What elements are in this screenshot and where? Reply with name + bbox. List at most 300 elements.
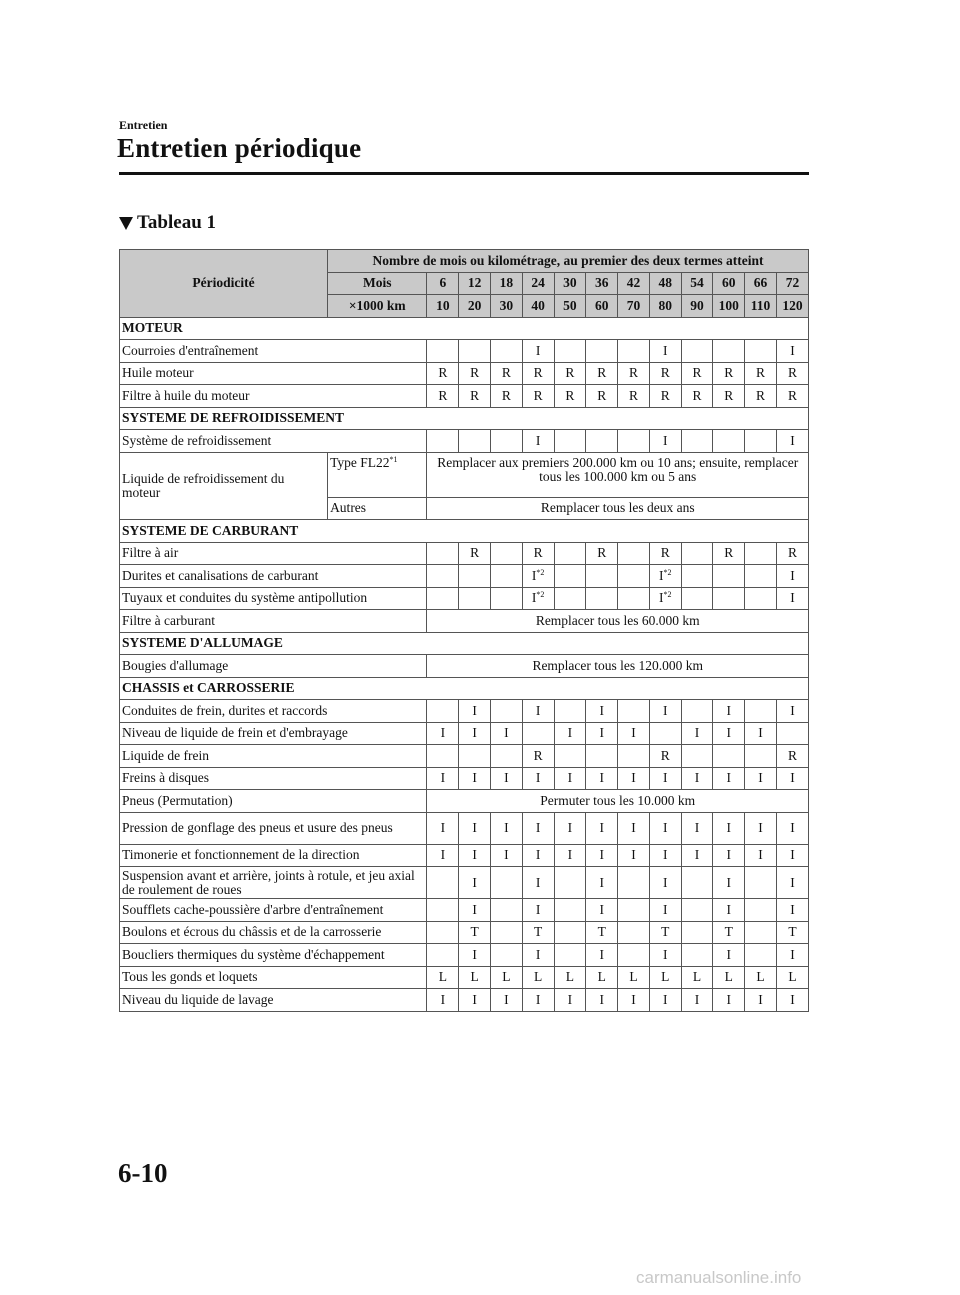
schedule-cell [713,340,745,363]
schedule-cell [491,700,523,723]
table-row [120,565,809,588]
schedule-cell [681,340,713,363]
table-row [120,722,809,745]
schedule-cell [427,944,459,967]
schedule-cell [491,340,523,363]
item-label: Liquide de refroidissement du moteur [120,452,328,520]
schedule-cell [491,921,523,944]
schedule-cell: I [776,944,808,967]
km-cell: 90 [681,295,713,318]
months-label: Mois [328,272,427,295]
schedule-cell: R [776,745,808,768]
table-row [120,587,809,610]
item-label: Filtre à air [120,542,427,565]
months-cell: 72 [776,272,808,295]
schedule-cell: I [713,944,745,967]
schedule-cell: I [713,700,745,723]
item-label: Niveau du liquide de lavage [120,989,427,1012]
schedule-cell [554,565,586,588]
schedule-cell [491,867,523,899]
schedule-cell [745,565,777,588]
schedule-cell: I [713,899,745,922]
item-label: Suspension avant et arrière, joints à rotule, et jeu axial de roulement de roues [120,867,427,899]
schedule-cell [491,899,523,922]
schedule-cell: R [713,385,745,408]
schedule-cell: I [491,844,523,867]
schedule-cell: I [713,812,745,844]
schedule-cell: I [713,767,745,790]
sub-type-label: Autres [328,497,427,520]
months-cell: 66 [745,272,777,295]
schedule-cell [554,542,586,565]
schedule-cell: I [491,767,523,790]
schedule-cell: I [459,844,491,867]
title-rule [119,172,809,175]
schedule-cell: I [554,767,586,790]
schedule-cell: R [459,542,491,565]
category-label: CHASSIS et CARROSSERIE [120,677,809,700]
item-label: Pneus (Permutation) [120,790,427,813]
schedule-cell [681,745,713,768]
schedule-cell [554,921,586,944]
schedule-cell [427,542,459,565]
schedule-value: I [531,567,537,583]
months-cell: 12 [459,272,491,295]
schedule-cell [681,542,713,565]
schedule-cell: I [554,722,586,745]
schedule-cell: I [713,867,745,899]
schedule-cell: I [554,844,586,867]
table-row [120,989,809,1012]
schedule-cell [427,565,459,588]
schedule-cell [649,565,681,588]
schedule-cell: R [618,385,650,408]
schedule-cell: I [618,722,650,745]
schedule-cell: R [427,362,459,385]
schedule-cell: R [522,362,554,385]
sub-type-label [328,452,427,497]
schedule-cell [554,745,586,768]
watermark: carmanualsonline.info [636,1268,802,1287]
category-label: SYSTEME DE CARBURANT [120,520,809,543]
schedule-cell [554,899,586,922]
schedule-cell: I [618,989,650,1012]
schedule-cell: I [649,844,681,867]
schedule-cell: I [681,989,713,1012]
interval-text: Remplacer tous les 120.000 km [427,655,809,678]
item-label: Soufflets cache-poussière d'arbre d'entraînement [120,899,427,922]
item-label: Système de refroidissement [120,430,427,453]
schedule-cell: R [649,745,681,768]
km-cell: 10 [427,295,459,318]
schedule-cell: I [427,722,459,745]
schedule-cell: I [681,767,713,790]
schedule-cell: I [776,844,808,867]
schedule-cell: I [713,722,745,745]
schedule-cell [427,745,459,768]
schedule-cell: I [491,722,523,745]
category-row [120,407,809,430]
schedule-cell: I [776,587,808,610]
table-row [120,767,809,790]
schedule-cell: R [554,362,586,385]
schedule-cell: I [459,722,491,745]
schedule-cell [586,430,618,453]
schedule-cell: R [649,362,681,385]
schedule-cell [649,722,681,745]
schedule-cell: I [522,812,554,844]
schedule-cell: T [776,921,808,944]
schedule-cell: R [681,385,713,408]
schedule-cell [681,944,713,967]
schedule-cell: L [459,966,491,989]
km-cell: 30 [491,295,523,318]
table-row [120,844,809,867]
table-row [120,966,809,989]
km-cell: 110 [745,295,777,318]
schedule-value: I [658,590,664,606]
item-label: Liquide de frein [120,745,427,768]
schedule-cell: I [745,844,777,867]
interval-text: Remplacer aux premiers 200.000 km ou 10 ans; ensuite, remplacer tous les 100.000 km ou 5 ans [427,452,809,497]
schedule-cell [745,745,777,768]
table-row [120,812,809,844]
schedule-cell: L [586,966,618,989]
schedule-cell: R [618,362,650,385]
schedule-cell: R [649,385,681,408]
schedule-cell: I [586,812,618,844]
schedule-cell: R [586,542,618,565]
km-cell: 80 [649,295,681,318]
schedule-cell: I [586,844,618,867]
schedule-cell: I [522,944,554,967]
category-label: MOTEUR [120,317,809,340]
schedule-cell: R [491,385,523,408]
months-cell: 18 [491,272,523,295]
table-row [120,921,809,944]
schedule-cell: L [618,966,650,989]
schedule-cell [459,340,491,363]
schedule-cell: T [459,921,491,944]
schedule-cell [681,700,713,723]
footnote-marker: *1 [389,454,398,464]
item-label: Niveau de liquide de frein et d'embrayage [120,722,427,745]
schedule-cell [618,542,650,565]
schedule-cell: I [649,767,681,790]
schedule-cell: I [618,844,650,867]
schedule-cell [554,867,586,899]
schedule-cell: I [776,340,808,363]
schedule-cell [618,340,650,363]
schedule-cell: L [776,966,808,989]
schedule-cell: I [459,700,491,723]
schedule-cell: R [586,362,618,385]
schedule-cell: I [681,844,713,867]
footnote-marker: *2 [663,590,672,600]
item-label: Freins à disques [120,767,427,790]
schedule-cell: L [554,966,586,989]
schedule-cell: I [459,812,491,844]
schedule-cell: I [522,844,554,867]
schedule-cell: L [427,966,459,989]
schedule-cell [427,899,459,922]
schedule-cell: I [745,812,777,844]
schedule-cell: I [586,767,618,790]
schedule-cell [618,700,650,723]
schedule-cell [618,867,650,899]
interval-text: Remplacer tous les 60.000 km [427,610,809,633]
schedule-cell [681,867,713,899]
schedule-cell: I [554,812,586,844]
category-row [120,632,809,655]
schedule-cell [554,944,586,967]
schedule-cell [713,565,745,588]
schedule-cell: R [713,362,745,385]
km-cell: 50 [554,295,586,318]
km-cell: 20 [459,295,491,318]
schedule-cell [491,745,523,768]
months-cell: 6 [427,272,459,295]
schedule-cell: I [522,340,554,363]
schedule-cell [618,899,650,922]
schedule-cell: I [586,989,618,1012]
schedule-cell: I [586,722,618,745]
schedule-cell: L [522,966,554,989]
schedule-cell: I [618,767,650,790]
schedule-cell: I [745,989,777,1012]
schedule-cell [554,587,586,610]
table-row [120,745,809,768]
schedule-cell: I [586,700,618,723]
table-row [120,944,809,967]
schedule-cell: I [776,565,808,588]
schedule-cell: T [713,921,745,944]
schedule-cell: R [776,362,808,385]
km-cell: 60 [586,295,618,318]
table-row [120,430,809,453]
category-label: SYSTEME D'ALLUMAGE [120,632,809,655]
schedule-cell [491,944,523,967]
item-label: Filtre à carburant [120,610,427,633]
schedule-cell [522,722,554,745]
interval-text: Permuter tous les 10.000 km [427,790,809,813]
item-label: Conduites de frein, durites et raccords [120,700,427,723]
schedule-cell [491,587,523,610]
schedule-cell [459,745,491,768]
schedule-cell: I [713,844,745,867]
schedule-cell: I [745,722,777,745]
months-cell: 36 [586,272,618,295]
schedule-cell: I [491,989,523,1012]
schedule-cell [713,587,745,610]
schedule-cell [618,745,650,768]
months-cell: 24 [522,272,554,295]
km-cell: 70 [618,295,650,318]
schedule-cell: T [586,921,618,944]
page-number: 6-10 [118,1158,168,1188]
months-cell: 54 [681,272,713,295]
schedule-cell: R [554,385,586,408]
schedule-cell [586,340,618,363]
schedule-cell: R [745,385,777,408]
schedule-cell [745,542,777,565]
schedule-cell: I [649,899,681,922]
schedule-cell [427,587,459,610]
schedule-cell: R [522,745,554,768]
months-cell: 60 [713,272,745,295]
table-title: Tableau 1 [137,212,217,233]
schedule-cell [745,587,777,610]
months-cell: 42 [618,272,650,295]
category-label: SYSTEME DE REFROIDISSEMENT [120,407,809,430]
item-label: Filtre à huile du moteur [120,385,427,408]
footnote-marker: *2 [536,590,545,600]
schedule-cell [618,430,650,453]
schedule-cell [681,430,713,453]
schedule-cell [459,565,491,588]
page-title: Entretien périodique [117,133,362,163]
schedule-cell [491,430,523,453]
schedule-cell: L [745,966,777,989]
schedule-cell [745,700,777,723]
schedule-cell: R [491,362,523,385]
schedule-cell: I [522,767,554,790]
schedule-cell: I [459,767,491,790]
table-row [120,610,809,633]
item-label: Tuyaux et conduites du système antipollution [120,587,427,610]
schedule-value: I [658,567,664,583]
schedule-cell [554,700,586,723]
schedule-cell [427,430,459,453]
schedule-cell [681,899,713,922]
schedule-cell: I [776,812,808,844]
schedule-cell: I [522,867,554,899]
schedule-cell: I [459,944,491,967]
schedule-cell [522,565,554,588]
schedule-cell: L [491,966,523,989]
schedule-value: I [531,590,537,606]
category-row [120,317,809,340]
schedule-cell: R [713,542,745,565]
months-cell: 30 [554,272,586,295]
schedule-cell: I [586,944,618,967]
schedule-cell [586,587,618,610]
schedule-cell [745,921,777,944]
schedule-cell: R [745,362,777,385]
schedule-cell: R [522,542,554,565]
schedule-cell [554,430,586,453]
table-heading [119,212,216,234]
schedule-cell: I [681,722,713,745]
schedule-cell: I [649,867,681,899]
item-label: Tous les gonds et loquets [120,966,427,989]
schedule-cell [491,565,523,588]
interval-caption: Nombre de mois ou kilométrage, au premier des deux termes atteint [328,250,809,273]
table-row [120,340,809,363]
triangle-down-icon [119,217,133,230]
item-label: Boucliers thermiques du système d'échappement [120,944,427,967]
schedule-cell: L [713,966,745,989]
footnote-marker: *2 [663,567,672,577]
schedule-cell [618,587,650,610]
schedule-cell: I [681,812,713,844]
schedule-cell: I [586,899,618,922]
schedule-cell: R [427,385,459,408]
schedule-cell: R [776,385,808,408]
schedule-cell [586,745,618,768]
schedule-cell [618,921,650,944]
km-cell: 120 [776,295,808,318]
item-label: Huile moteur [120,362,427,385]
item-label: Durites et canalisations de carburant [120,565,427,588]
schedule-cell: I [776,767,808,790]
schedule-cell [681,587,713,610]
schedule-cell [427,340,459,363]
schedule-cell [681,921,713,944]
schedule-cell: I [776,899,808,922]
schedule-cell: R [459,362,491,385]
periodicity-header: Périodicité [120,250,328,318]
schedule-cell [681,565,713,588]
schedule-cell [776,722,808,745]
schedule-cell: R [586,385,618,408]
schedule-cell: I [776,867,808,899]
schedule-cell: I [427,844,459,867]
schedule-cell [554,340,586,363]
item-label: Courroies d'entraînement [120,340,427,363]
table-row [120,790,809,813]
schedule-cell: I [713,989,745,1012]
schedule-cell: I [459,989,491,1012]
schedule-cell: I [522,430,554,453]
table-row [120,655,809,678]
schedule-cell: I [522,700,554,723]
item-label: Timonerie et fonctionnement de la direction [120,844,427,867]
schedule-cell [522,587,554,610]
sub-type-text: Type FL22 [330,454,390,470]
interval-text: Remplacer tous les deux ans [427,497,809,520]
schedule-cell: I [776,989,808,1012]
schedule-cell: I [427,989,459,1012]
schedule-cell [427,700,459,723]
schedule-cell [618,565,650,588]
schedule-cell: I [649,340,681,363]
table-row [120,385,809,408]
schedule-cell: R [776,542,808,565]
schedule-cell: R [459,385,491,408]
schedule-cell: I [522,899,554,922]
schedule-cell [491,542,523,565]
schedule-cell: I [427,767,459,790]
maintenance-table [119,249,809,1012]
table-row [120,362,809,385]
schedule-cell: I [618,812,650,844]
schedule-cell [745,867,777,899]
schedule-cell: I [649,700,681,723]
schedule-cell [745,899,777,922]
schedule-cell: R [681,362,713,385]
schedule-cell: R [522,385,554,408]
schedule-cell: I [649,944,681,967]
schedule-cell: I [649,812,681,844]
schedule-cell [713,745,745,768]
table-row [120,867,809,899]
schedule-cell: I [554,989,586,1012]
schedule-cell: L [681,966,713,989]
schedule-cell: I [649,989,681,1012]
schedule-cell: T [522,921,554,944]
schedule-cell: I [522,989,554,1012]
